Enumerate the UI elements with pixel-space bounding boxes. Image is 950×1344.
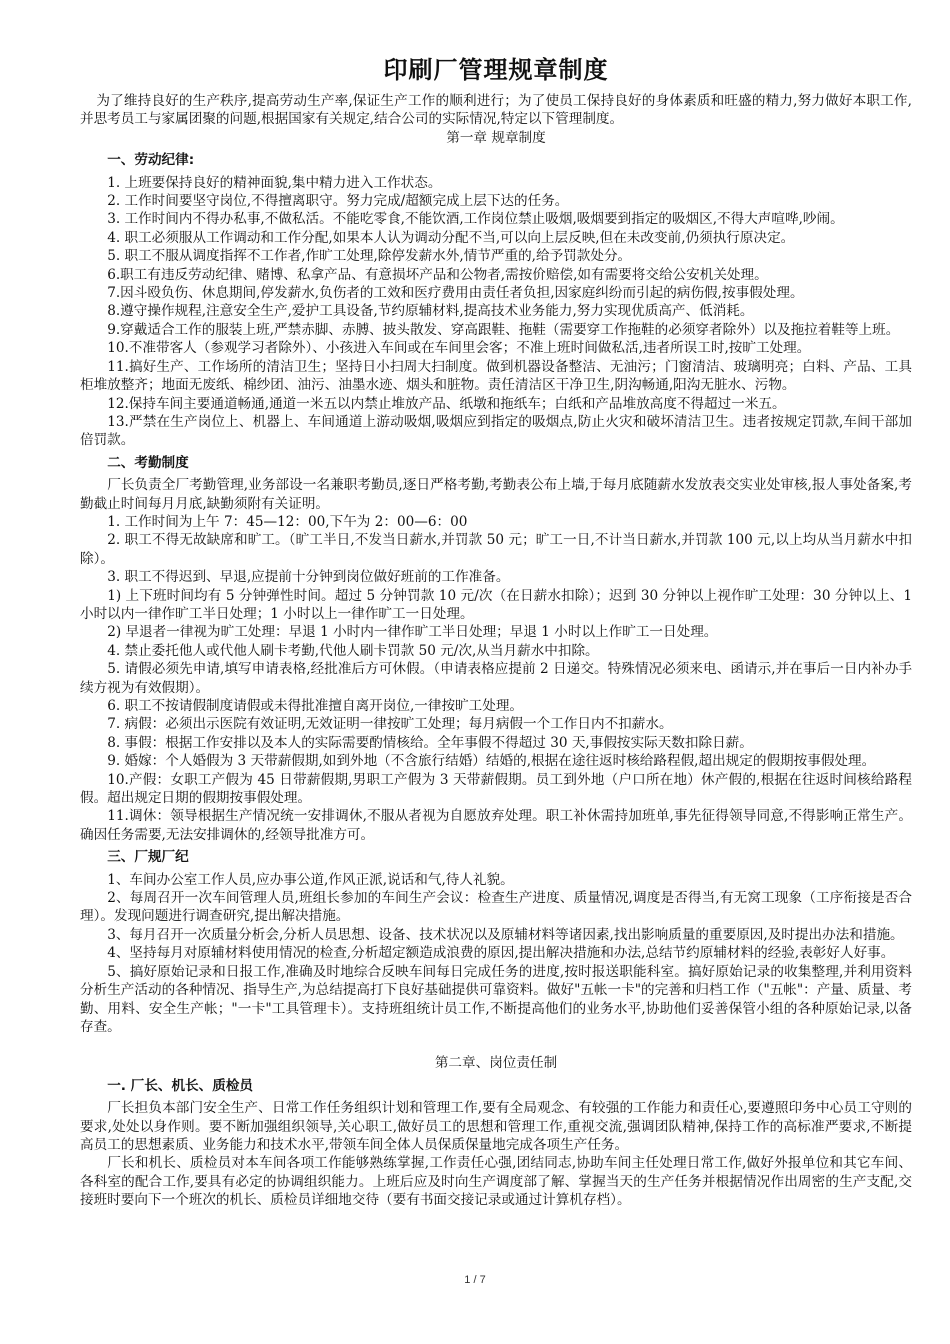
rule-item: 4. 禁止委托他人或代他人刷卡考勤,代他人刷卡罚款 50 元/次,从当月薪水中扣除。 xyxy=(107,642,599,659)
rule-item: 6. 职工不按请假制度请假或未得批准擅自离开岗位,一律按旷工处理。 xyxy=(107,698,524,714)
chapter-2-heading: 第二章、岗位责任制 xyxy=(434,1055,558,1072)
rule-item: 9. 婚嫁：个人婚假为 3 天带薪假期,如到外地（不含旅行结婚）结婚的,根据在途往返时核给路程假,超出规定的假期按事假处理。 xyxy=(107,753,876,770)
rule-item: 2. 职工不得无故缺席和旷工。（旷工半日,不发当日薪水,并罚款 50 元；旷工一日,不计当日薪水,并罚款 100 元,以上均从当月薪水中扣除）。 xyxy=(80,532,912,567)
rule-item: 10.不准带客人（参观学习者除外）、小孩进入车间或在车间里会客；不准上班时间做私活,违者所误工时,按旷工处理。 xyxy=(107,340,811,357)
chapter-spacer xyxy=(80,1036,912,1054)
chapter-1-heading: 第一章 规章制度 xyxy=(446,129,546,146)
page-number: 1 / 7 xyxy=(464,1274,486,1286)
rule-item: 8. 事假：根据工作安排以及本人的实际需要酌情核给。全年事假不得超过 30 天,事假按实际天数扣除日薪。 xyxy=(107,734,753,751)
section-factory-rules xyxy=(80,871,912,1037)
rule-item: 11.搞好生产、工作场所的清洁卫生；坚持日小扫周大扫制度。做到机器设备整洁、无油污；门窗清洁、玻璃明亮；白料、产品、工具柜堆放整齐；地面无废纸、棉纱团、油污、油墨水迹、烟头和脏物。责任清洁区干净卫生,阴沟畅通,阳沟无脏水、污物。 xyxy=(80,358,912,394)
rule-item: 13.严禁在生产岗位上、机器上、车间通道上游动吸烟,吸烟应到指定的吸烟点,防止火灾和破坏清洁卫生。违者按规定罚款,车间干部加倍罚款。 xyxy=(80,413,912,449)
rule-item: 3. 工作时间内不得办私事,不做私活。不能吃零食,不能饮酒,工作岗位禁止吸烟,吸烟要到指定的吸烟区,不得大声喧哗,吵闹。 xyxy=(107,211,844,228)
rule-item: 1、车间办公室工作人员,应办事公道,作风正派,说话和气,待人礼貌。 xyxy=(107,871,514,888)
duty-paragraph: 厂长担负本部门安全生产、日常工作任务组织计划和管理工作,要有全局观念、有较强的工作能力和责任心,要遵照印务中心员工守则的要求,处处以身作则。要不断加强组织领导,关心职工,做好员工的思想和管理工作,重视交流,强调团队精神,保持工作的高标准严要求,不断提高员工的思想素质、业务能力和技术水平,带领车间全体人员保质保量地完成各项生产任务。 xyxy=(80,1100,912,1153)
rule-item: 3. 职工不得迟到、早退,应提前十分钟到岗位做好班前的工作准备。 xyxy=(107,569,510,586)
rule-item: 1. 上班要保持良好的精神面貌,集中精力进入工作状态。 xyxy=(107,174,442,191)
section-managers-heading: 一. 厂长、机长、质检员 xyxy=(107,1077,254,1094)
rule-item: 4、坚持每月对原辅材料使用情况的检查,分析超定额造成浪费的原因,提出解决措施和办法,总结节约原辅材料的经验,表彰好人好事。 xyxy=(107,945,895,962)
rule-item: 5. 职工不服从调度指挥不工作者,作旷工处理,除停发薪水外,情节严重的,给予罚款处分。 xyxy=(107,248,632,265)
rule-item: 7.因斗殴负伤、休息期间,停发薪水,负伤者的工效和医疗费用由责任者负担,因家庭纠纷而引起的病伤假,按事假处理。 xyxy=(107,285,804,302)
rule-item: 厂长负责全厂考勤管理,业务部设一名兼职考勤员,逐日严格考勤,考勤表公布上墙,于每月底随薪水发放表交实业处审核,报人事处备案,考勤截止时间每月月底,缺勤须附有关证明。 xyxy=(80,477,912,512)
rule-item: 6.职工有违反劳动纪律、赌博、私拿产品、有意损坏产品和公物者,需按价赔偿,如有需要将交给公安机关处理。 xyxy=(107,266,768,283)
document-title: 印刷厂管理规章制度 xyxy=(383,56,609,84)
section-managers xyxy=(80,1099,912,1209)
rule-item: 8.遵守操作规程,注意安全生产,爱护工具设备,节约原辅材料,提高技术业务能力,努力实现优质高产、低消耗。 xyxy=(107,303,754,320)
rule-item: 2. 工作时间要坚守岗位,不得擅离职守。努力完成/超额完成上层下达的任务。 xyxy=(107,193,569,210)
section-factory-rules-heading: 三、厂规厂纪 xyxy=(107,849,189,866)
rule-item: 1) 上下班时间均有 5 分钟弹性时间。超过 5 分钟罚款 10 元/次（在日薪水扣除）；迟到 30 分钟以上视作旷工处理：30 分钟以上、1 小时以内一律作旷工半日处理；1 小时以上一律作旷工一日处理。 xyxy=(80,587,912,622)
section-labor-discipline xyxy=(80,174,912,450)
section-attendance-heading: 二、考勤制度 xyxy=(107,454,189,471)
rule-item: 5. 请假必须先申请,填写申请表格,经批准后方可休假。（申请表格应提前 2 日递交。特殊情况必须来电、函请示,并在事后一日内补办手续方视为有效假期）。 xyxy=(80,661,912,696)
rule-item: 7. 病假：必须出示医院有效证明,无效证明一律按旷工处理；每月病假一个工作日内不扣薪水。 xyxy=(107,716,673,733)
section-labor-discipline-heading: 一、劳动纪律: xyxy=(107,152,195,169)
rule-item: 4. 职工必须服从工作调动和工作分配,如果本人认为调动分配不当,可以向上层反映,但在未改变前,仍须执行原决定。 xyxy=(107,229,795,246)
rule-item: 10.产假：女职工产假为 45 日带薪假期,男职工产假为 3 天带薪假期。员工到外地（户口所在地）休产假的,根据在往返时间核给路程假。超出规定日期的假期按事假处理。 xyxy=(80,771,912,807)
rule-item: 9.穿戴适合工作的服装上班,严禁赤脚、赤膊、披头散发、穿高跟鞋、拖鞋（需要穿工作拖鞋的必须穿者除外）以及拖拉着鞋等上班。 xyxy=(107,321,900,338)
section-attendance xyxy=(80,476,912,844)
rule-item: 12.保持车间主要通道畅通,通道一米五以内禁止堆放产品、纸墩和拖纸车；白纸和产品堆放高度不得超过一米五。 xyxy=(107,395,786,412)
rule-item: 2) 早退者一律视为旷工处理：早退 1 小时内一律作旷工半日处理；早退 1 小时以上作旷工一日处理。 xyxy=(107,624,718,641)
rule-item: 1. 工作时间为上午 7：45—12：00,下午为 2：00—6：00 xyxy=(107,513,468,530)
intro-paragraph: 为了维持良好的生产秩序,提高劳动生产率,保证生产工作的顺利进行；为了使员工保持良好的身体素质和旺盛的精力,努力做好本职工作,并思考员工与家属团聚的问题,根据国家有关规定,结合公司的实际情况,特定以下管理制度。 xyxy=(80,93,912,128)
rule-item: 3、每月召开一次质量分析会,分析人员思想、设备、技术状况以及原辅材料等诸因素,找出影响质量的重要原因,及时提出办法和措施。 xyxy=(107,926,904,943)
document-body xyxy=(80,54,912,1210)
rule-item: 5、搞好原始记录和日报工作,准确及时地综合反映车间每日完成任务的进度,按时报送职能科室。搞好原始记录的收集整理,并利用资料分析生产活动的各种情况、指导生产,为总结提高打下良好基础提供可靠资料。做好"五帐一卡"的完善和归档工作（"五帐"：产量、质量、考勤、用料、安全生产帐；"一卡"工具管理卡）。支持班组统计员工作,不断提高他们的业务水平,协助他们妥善保管小组的各种原始记录,以备存查。 xyxy=(80,963,912,1035)
rule-item: 2、每周召开一次车间管理人员,班组长参加的车间生产会议：检查生产进度、质量情况,调度是否得当,有无窝工现象（工序衔接是否合理）。发现问题进行调查研究,提出解决措施。 xyxy=(80,890,912,925)
rule-item: 11.调休：领导根据生产情况统一安排调休,不服从者视为自愿放弃处理。职工补休需持加班单,事先征得领导同意,不得影响正常生产。确因任务需要,无法安排调休的,经领导批准方可。 xyxy=(80,808,912,843)
duty-paragraph: 厂长和机长、质检员对本车间各项工作能够熟练掌握,工作责任心强,团结同志,协助车间主任处理日常工作,做好外报单位和其它车间、各科室的配合工作,要具有必定的协调组织能力。上班后应及时向生产调度部了解、掌握当天的生产任务并根据情况作出周密的生产支配,交接班时要向下一个班次的机长、质检员详细地交待（要有书面交接记录或通过计算机存档）。 xyxy=(80,1155,912,1209)
